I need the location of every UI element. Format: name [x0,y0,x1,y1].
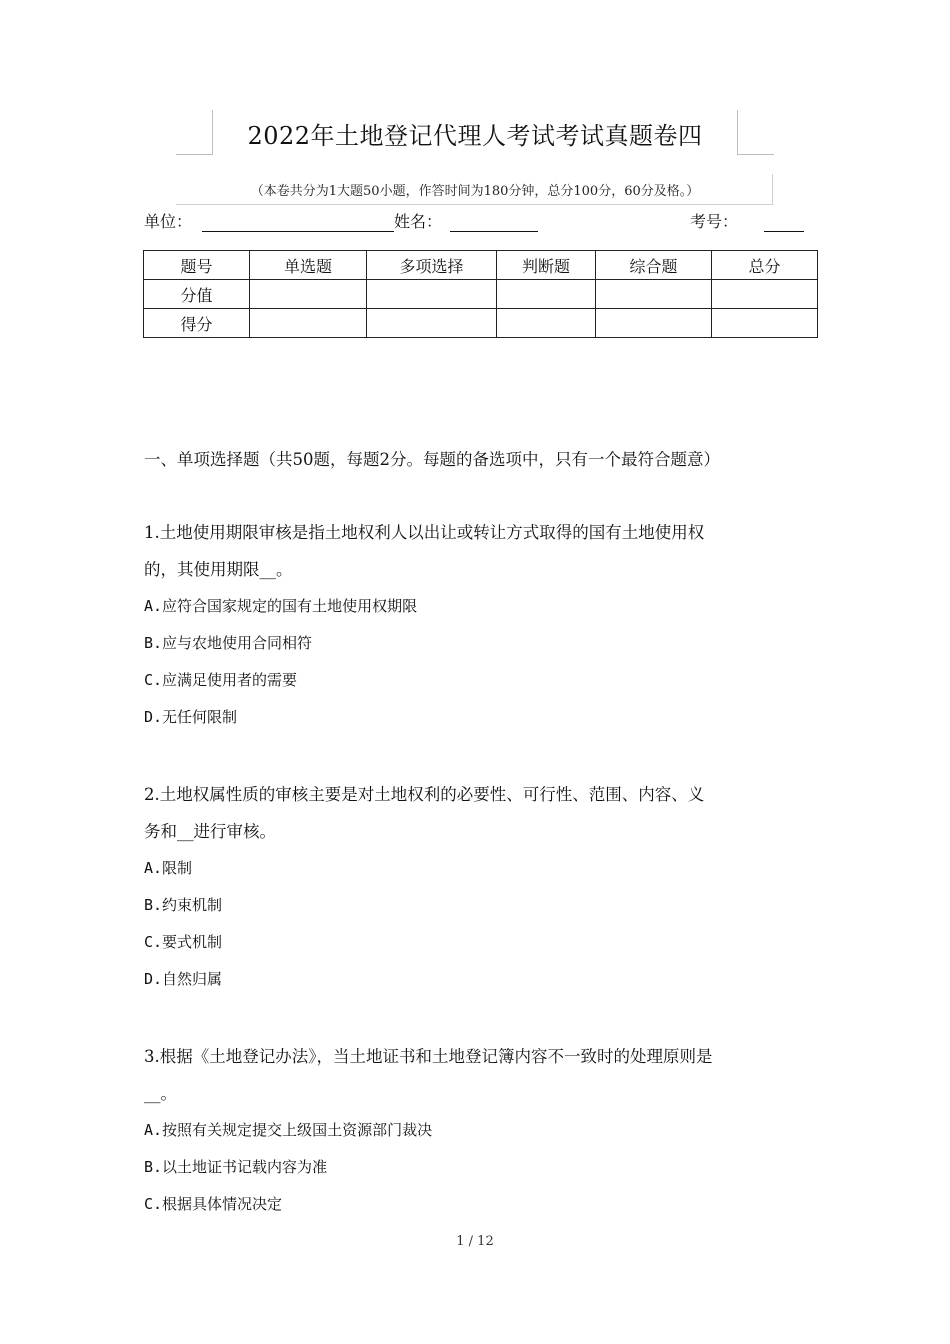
row-label: 分值 [144,280,250,309]
option-a[interactable]: A.应符合国家规定的国有土地使用权期限 [144,597,418,615]
question-stem: 3.根据《土地登记办法》，当土地证书和土地登记簿内容不一致时的处理原则是 [144,1047,713,1066]
option-a[interactable]: A.限制 [144,859,193,877]
unit-blank[interactable] [202,231,394,232]
question-1 [144,514,814,736]
option-d[interactable]: D.无任何限制 [144,708,238,726]
score-cell[interactable] [497,280,596,309]
row-label: 得分 [144,309,250,338]
option-c[interactable]: C.根据具体情况决定 [144,1195,283,1213]
option-b[interactable]: B.应与农地使用合同相符 [144,634,313,652]
question-stem: 1.土地使用期限审核是指土地权利人以出让或转让方式取得的国有土地使用权 [144,523,705,542]
exam-number-blank[interactable] [764,231,804,232]
score-cell[interactable] [596,280,712,309]
table-header: 多项选择 [367,251,497,280]
table-header: 综合题 [596,251,712,280]
score-cell[interactable] [596,309,712,338]
score-cell[interactable] [367,309,497,338]
option-c[interactable]: C.要式机制 [144,933,223,951]
score-table-row [144,280,818,309]
title-block [176,110,774,206]
option-c[interactable]: C.应满足使用者的需要 [144,671,298,689]
table-header: 总分 [712,251,818,280]
option-a[interactable]: A.按照有关规定提交上级国土资源部门裁决 [144,1121,433,1139]
page-number: 1 / 12 [456,1234,494,1249]
question-stem: 务和__进行审核。 [144,822,276,841]
question-stem: 的，其使用期限__。 [144,560,293,579]
name-blank[interactable] [450,231,538,232]
option-b[interactable]: B.以土地证书记载内容为准 [144,1158,328,1176]
score-table [143,250,818,338]
question-stem: __。 [144,1084,177,1103]
exam-subtitle: （本卷共分为1大题50小题，作答时间为180分钟，总分100分，60分及格。） [250,184,700,199]
question-stem: 2.土地权属性质的审核主要是对土地权利的必要性、可行性、范围、内容、义 [144,785,705,804]
section-heading: 一、单项选择题（共50题，每题2分。每题的备选项中，只有一个最符合题意） [144,450,720,469]
exam-number-label: 考号： [690,212,739,231]
page-title: 2022年土地登记代理人考试考试真题卷四 [247,122,703,150]
score-cell[interactable] [250,280,367,309]
option-b[interactable]: B.约束机制 [144,896,223,914]
table-header: 判断题 [497,251,596,280]
score-cell[interactable] [250,309,367,338]
table-header: 单选题 [250,251,367,280]
option-d[interactable]: D.自然归属 [144,970,223,988]
score-table-row [144,309,818,338]
score-cell[interactable] [712,280,818,309]
question-3 [144,1038,814,1223]
score-table-header-row [144,251,818,280]
table-header: 题号 [144,251,250,280]
unit-label: 单位： [144,212,193,231]
score-cell[interactable] [497,309,596,338]
score-cell[interactable] [712,309,818,338]
name-label: 姓名： [394,212,443,231]
candidate-info-row [144,209,806,235]
score-cell[interactable] [367,280,497,309]
question-2 [144,776,814,998]
